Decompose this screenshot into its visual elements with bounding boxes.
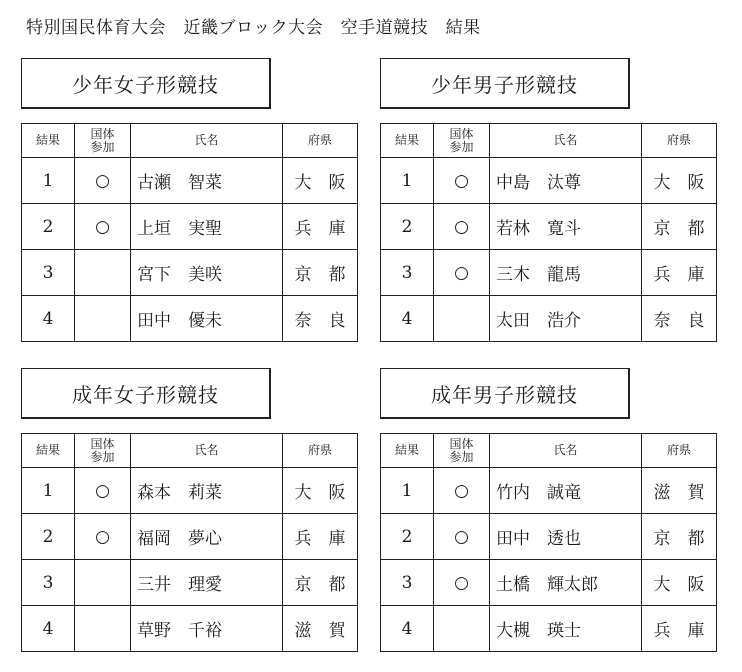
rank-cell: 2: [22, 514, 75, 560]
kokutai-header: [75, 124, 131, 158]
kokutai-header: [75, 434, 131, 468]
table-row: [381, 204, 717, 250]
kokutai-mark-cell: ○: [434, 204, 490, 250]
kokutai-mark-cell: ○: [434, 158, 490, 204]
athlete-name-cell: 若林 寛斗: [490, 204, 642, 250]
rank-cell: 2: [22, 204, 75, 250]
prefecture-cell: 滋 賀: [642, 468, 717, 514]
results-table: [380, 123, 717, 342]
kokutai-mark-cell: [75, 560, 131, 606]
kokutai-header: [434, 124, 490, 158]
table-row: [22, 514, 358, 560]
rank-cell: 3: [22, 250, 75, 296]
athlete-name-cell: 上垣 実聖: [131, 204, 283, 250]
prefecture-cell: 大 阪: [642, 158, 717, 204]
kokutai-mark-cell: ○: [75, 204, 131, 250]
pref-header: 府県: [283, 434, 358, 468]
kokutai-mark-cell: ○: [75, 514, 131, 560]
athlete-name-cell: 森本 莉菜: [131, 468, 283, 514]
table-row: [381, 158, 717, 204]
prefecture-cell: 奈 良: [642, 296, 717, 342]
athlete-name-cell: 中島 汰尊: [490, 158, 642, 204]
kokutai-header-line2: 参加: [449, 139, 474, 154]
table-header-row: [22, 124, 358, 158]
kokutai-mark-cell: [75, 250, 131, 296]
table-row: [22, 468, 358, 514]
athlete-name-cell: 太田 浩介: [490, 296, 642, 342]
results-table: [21, 123, 358, 342]
kokutai-mark-cell: ○: [434, 250, 490, 296]
rank-cell: 1: [381, 158, 434, 204]
table-header-row: [381, 124, 717, 158]
rank-cell: 2: [381, 514, 434, 560]
prefecture-cell: 滋 賀: [283, 606, 358, 652]
kokutai-mark-cell: ○: [75, 158, 131, 204]
prefecture-cell: 京 都: [642, 514, 717, 560]
kokutai-header-line2: 参加: [90, 449, 115, 464]
athlete-name-cell: 田中 優未: [131, 296, 283, 342]
table-row: [381, 606, 717, 652]
pref-header: 府県: [642, 124, 717, 158]
kokutai-mark-cell: ○: [75, 468, 131, 514]
document-title: 特別国民体育大会 近畿ブロック大会 空手道競技 結果: [26, 18, 481, 38]
athlete-name-cell: 古瀬 智菜: [131, 158, 283, 204]
results-table: [21, 433, 358, 652]
athlete-name-cell: 大槻 瑛士: [490, 606, 642, 652]
athlete-name-cell: 竹内 誠竜: [490, 468, 642, 514]
pref-header: 府県: [283, 124, 358, 158]
kokutai-mark-cell: [75, 296, 131, 342]
prefecture-cell: 奈 良: [283, 296, 358, 342]
prefecture-cell: 大 阪: [642, 560, 717, 606]
table-header-row: [381, 434, 717, 468]
table-row: [381, 468, 717, 514]
prefecture-cell: 兵 庫: [283, 514, 358, 560]
kokutai-header-line1: 国体: [90, 436, 115, 451]
name-header: 氏名: [131, 124, 283, 158]
rank-cell: 1: [381, 468, 434, 514]
table-row: [22, 158, 358, 204]
athlete-name-cell: 宮下 美咲: [131, 250, 283, 296]
table-row: [22, 296, 358, 342]
table-row: [381, 250, 717, 296]
table-row: [22, 606, 358, 652]
table-row: [381, 514, 717, 560]
prefecture-cell: 大 阪: [283, 158, 358, 204]
name-header: 氏名: [131, 434, 283, 468]
rank-cell: 1: [22, 468, 75, 514]
prefecture-cell: 兵 庫: [642, 606, 717, 652]
prefecture-cell: 京 都: [283, 560, 358, 606]
section-title: 成年男子形競技: [380, 368, 630, 419]
kokutai-header-line1: 国体: [449, 126, 474, 141]
kokutai-mark-cell: [434, 606, 490, 652]
kokutai-mark-cell: ○: [434, 468, 490, 514]
kokutai-header-line2: 参加: [449, 449, 474, 464]
rank-cell: 3: [22, 560, 75, 606]
rank-cell: 1: [22, 158, 75, 204]
athlete-name-cell: 三木 龍馬: [490, 250, 642, 296]
table-row: [381, 296, 717, 342]
rank-cell: 4: [381, 296, 434, 342]
rank-cell: 3: [381, 250, 434, 296]
table-row: [22, 204, 358, 250]
kokutai-header-line1: 国体: [449, 436, 474, 451]
results-table: [380, 433, 717, 652]
kokutai-header: [434, 434, 490, 468]
section-title: 少年男子形競技: [380, 58, 630, 109]
rank-cell: 4: [381, 606, 434, 652]
section-title: 少年女子形競技: [21, 58, 271, 109]
rank-cell: 2: [381, 204, 434, 250]
kokutai-mark-cell: ○: [434, 514, 490, 560]
rank-cell: 4: [22, 296, 75, 342]
prefecture-cell: 京 都: [283, 250, 358, 296]
name-header: 氏名: [490, 434, 642, 468]
athlete-name-cell: 草野 千裕: [131, 606, 283, 652]
athlete-name-cell: 福岡 夢心: [131, 514, 283, 560]
section-title: 成年女子形競技: [21, 368, 271, 419]
kokutai-header-line1: 国体: [90, 126, 115, 141]
rank-header: 結果: [381, 434, 434, 468]
name-header: 氏名: [490, 124, 642, 158]
table-row: [381, 560, 717, 606]
prefecture-cell: 京 都: [642, 204, 717, 250]
table-row: [22, 250, 358, 296]
rank-header: 結果: [22, 434, 75, 468]
pref-header: 府県: [642, 434, 717, 468]
athlete-name-cell: 田中 透也: [490, 514, 642, 560]
prefecture-cell: 兵 庫: [283, 204, 358, 250]
table-header-row: [22, 434, 358, 468]
table-row: [22, 560, 358, 606]
kokutai-mark-cell: ○: [434, 560, 490, 606]
athlete-name-cell: 土橋 輝太郎: [490, 560, 642, 606]
kokutai-mark-cell: [75, 606, 131, 652]
rank-header: 結果: [381, 124, 434, 158]
athlete-name-cell: 三井 理愛: [131, 560, 283, 606]
rank-cell: 3: [381, 560, 434, 606]
prefecture-cell: 兵 庫: [642, 250, 717, 296]
prefecture-cell: 大 阪: [283, 468, 358, 514]
kokutai-mark-cell: [434, 296, 490, 342]
rank-header: 結果: [22, 124, 75, 158]
rank-cell: 4: [22, 606, 75, 652]
kokutai-header-line2: 参加: [90, 139, 115, 154]
